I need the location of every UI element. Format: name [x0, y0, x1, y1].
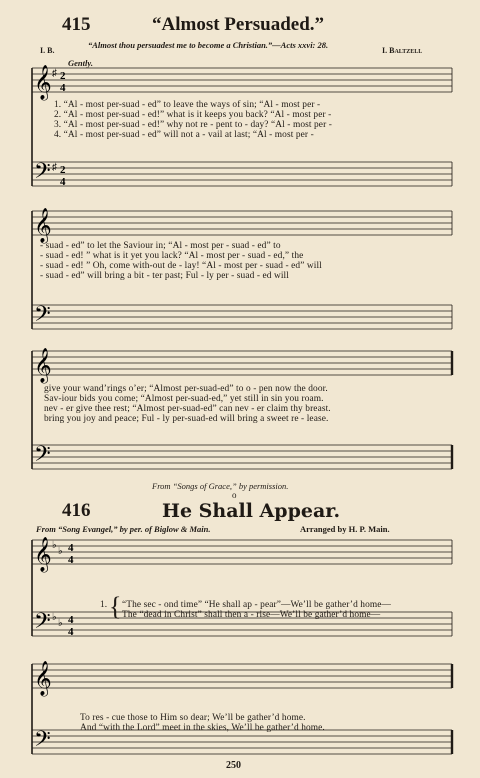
music-system-5	[0, 650, 480, 760]
music-system-4	[0, 534, 480, 644]
lyric-line: 1. “Al - most per-suad - ed” to leave the ways of sin; “Al - most per -	[54, 100, 321, 110]
verse-lyrics-5	[80, 713, 325, 733]
section-divider: o	[232, 490, 237, 500]
svg-text:𝄢: 𝄢	[34, 609, 51, 639]
lyric-line: 3. “Al - most per-suad - ed!” why not re - pent to - day? “Al - most per -	[54, 120, 332, 130]
hymn-title: He Shall Appear.	[162, 500, 341, 522]
lyric-line: To res - cue those to Him so dear; We’ll be gather’d home.	[80, 713, 306, 723]
svg-text:𝄞: 𝄞	[34, 661, 52, 696]
svg-text:𝄞: 𝄞	[34, 348, 52, 383]
lyric-line: - suad - ed! ” Oh, come with-out de - lay! “Al - most per - suad - ed” will	[40, 261, 322, 271]
lyric-line: 4. “Al - most per-suad - ed” will not a - vail at last; “Al - most per -	[54, 130, 314, 140]
permission-credit: From “Songs of Grace,” by permission.	[152, 481, 289, 491]
hymn-number: 416	[62, 500, 91, 521]
svg-text:♯: ♯	[52, 68, 57, 79]
lyric-line: - suad - ed” to let the Saviour in; “Al - most per - suad - ed” to	[40, 241, 281, 251]
lyric-line: - suad - ed! ” what is it yet you lack? “Al - most per - suad - ed,” the	[40, 251, 304, 261]
svg-text:𝄢: 𝄢	[34, 159, 51, 189]
lyric-line: nev - er give thee rest; “Almost per-suad-ed” can nev - er claim thy breast.	[44, 404, 331, 414]
verse-lyrics-3	[44, 384, 331, 424]
verse-lyrics-4	[122, 600, 391, 620]
tempo-marking: Gently.	[68, 58, 93, 68]
svg-text:4: 4	[68, 614, 74, 626]
svg-text:𝄞: 𝄞	[34, 208, 52, 243]
svg-text:♯: ♯	[52, 162, 57, 173]
svg-text:♭: ♭	[52, 612, 57, 623]
hymn-title: “Almost Persuaded.”	[152, 14, 325, 35]
lyric-line: Sav-iour bids you come; “Almost per-suad-ed,” yet still in sin you roam.	[44, 394, 324, 404]
source-credit: From “Song Evangel,” by per. of Biglow & Main.	[36, 524, 211, 534]
svg-text:𝄢: 𝄢	[34, 302, 51, 332]
arranger-credit: Arranged by H. P. Main.	[300, 524, 390, 534]
lyric-line: bring you joy and peace; Ful - ly per-suad-ed will bring a sweet re - lease.	[44, 414, 329, 424]
verse-lyrics-1	[54, 100, 332, 140]
lyric-line: “The sec - ond time” “He shall ap - pear”—We’ll be gather’d home—	[122, 600, 391, 610]
svg-text:4: 4	[60, 82, 66, 94]
svg-text:𝄞: 𝄞	[34, 65, 52, 100]
page-number: 250	[226, 760, 241, 771]
svg-text:𝄢: 𝄢	[34, 727, 51, 757]
svg-text:♭: ♭	[58, 618, 63, 629]
svg-text:4: 4	[60, 176, 66, 188]
lyric-line: The “dead in Christ” shall then a - rise—We’ll be gather’d home—	[122, 610, 381, 620]
composer-credit: I. Baltzell	[382, 46, 423, 55]
svg-text:♭: ♭	[52, 540, 57, 551]
svg-text:2: 2	[60, 164, 66, 176]
hymn-number: 415	[62, 14, 91, 35]
svg-text:4: 4	[68, 542, 74, 554]
lyric-line: - suad - ed” will bring a bit - ter past; Ful - ly per - suad - ed will	[40, 271, 289, 281]
svg-text:2: 2	[60, 70, 66, 82]
svg-text:4: 4	[68, 554, 74, 566]
verse-lyrics-2	[40, 241, 322, 281]
verse-number: 1.	[100, 600, 108, 610]
scripture-reference: “Almost thou persuadest me to become a Christian.”—Acts xxvi: 28.	[88, 40, 329, 50]
lyric-line: 2. “Al - most per-suad - ed!” what is it keeps you back? “Al - most per -	[54, 110, 332, 120]
svg-text:𝄢: 𝄢	[34, 442, 51, 472]
svg-text:4: 4	[68, 626, 74, 638]
lyric-line: And “with the Lord” meet in the skies, We’ll be gather’d home.	[80, 723, 325, 733]
author-credit: I. B.	[40, 46, 55, 55]
svg-text:♭: ♭	[58, 546, 63, 557]
verse-brace: {	[109, 592, 122, 621]
svg-text:𝄞: 𝄞	[34, 537, 52, 572]
lyric-line: give your wand’rings o’er; “Almost per-suad-ed” to o - pen now the door.	[44, 384, 328, 394]
